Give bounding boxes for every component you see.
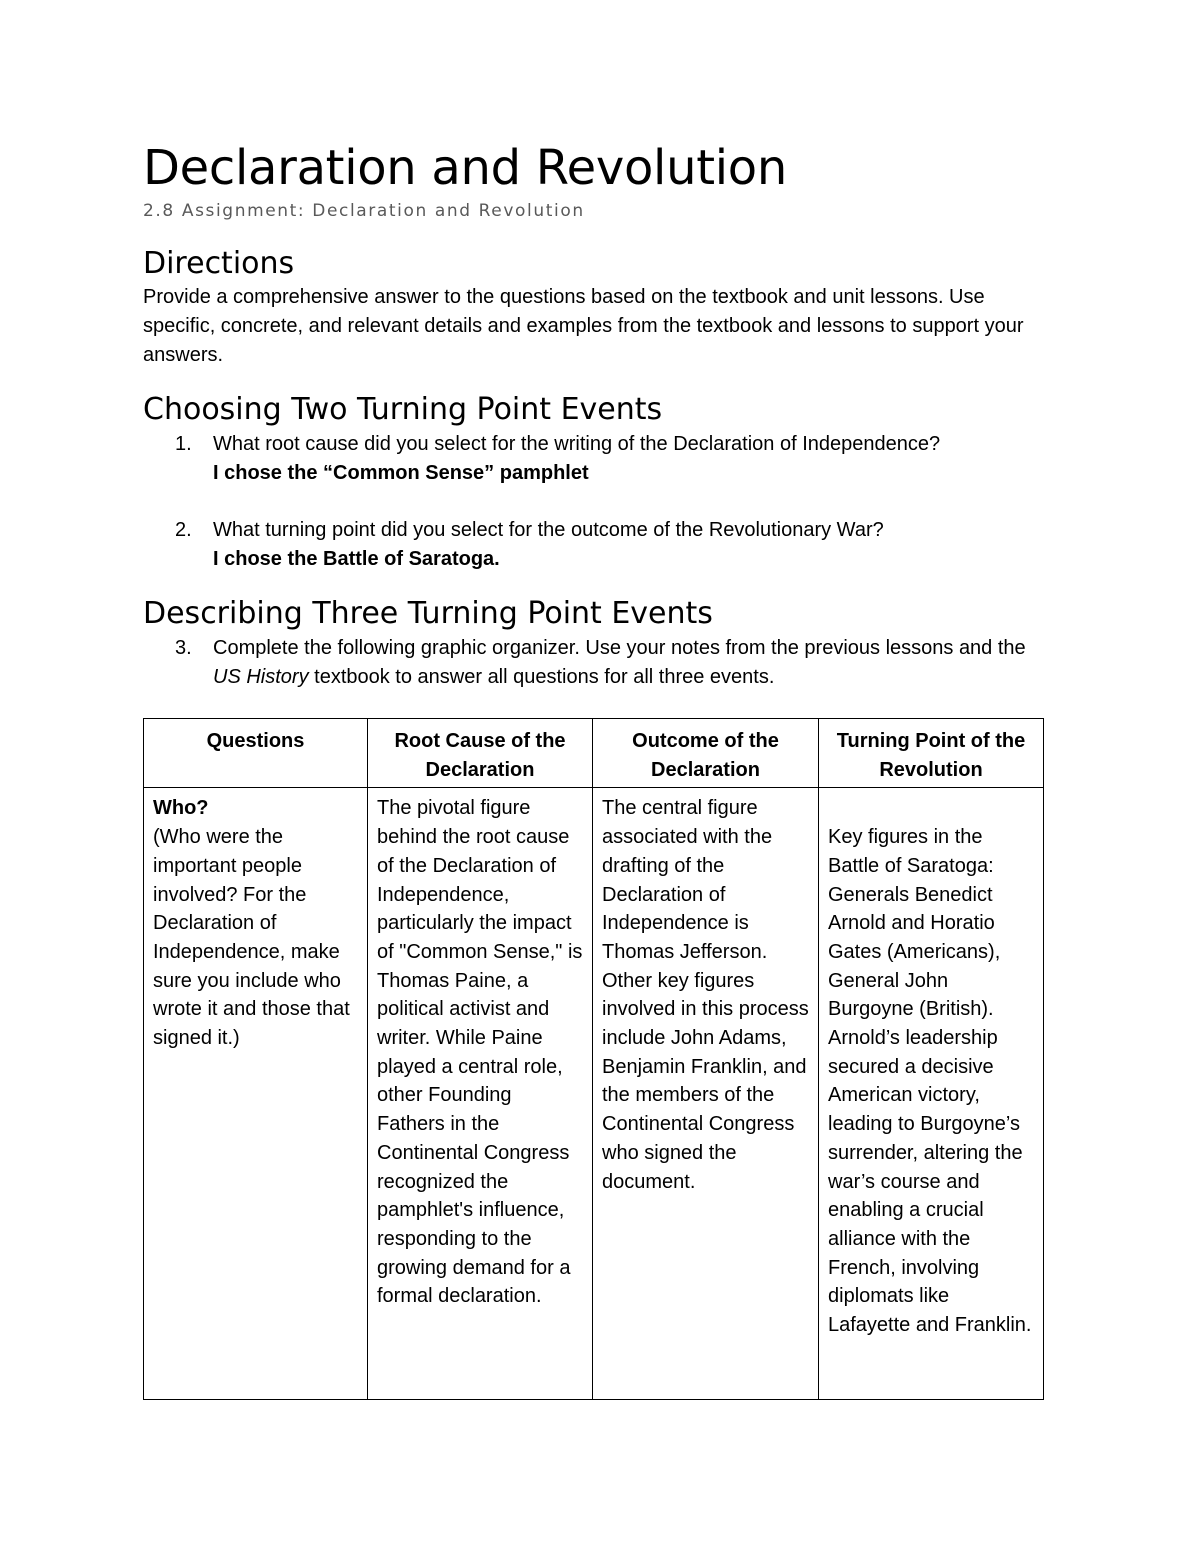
question-3-text-before: Complete the following graphic organizer. Use your notes from the previous lessons and the xyxy=(213,637,1026,659)
question-label: Who? xyxy=(153,797,209,820)
question-2-answer: I chose the Battle of Saratoga. xyxy=(213,548,500,570)
document-subtitle: 2.8 Assignment: Declaration and Revolution xyxy=(143,201,585,221)
question-3 xyxy=(175,634,1055,692)
question-1 xyxy=(175,430,1055,488)
turning-point-text: Key figures in the Battle of Saratoga: Generals Benedict Arnold and Horatio Gates (Americans), General John Burgoyne (British). Arnold’s leadership secured a decisive American victory, leading to Burgoyne’s surrender, altering the war’s course and enabling a crucial alliance with the French, involving diplomats like Lafayette and Franklin. xyxy=(828,826,1032,1337)
cell-question-who xyxy=(144,788,368,1400)
table-row xyxy=(144,788,1044,1400)
question-3-text xyxy=(213,634,1055,692)
question-3-number: 3. xyxy=(175,637,192,659)
question-1-answer: I chose the “Common Sense” pamphlet xyxy=(213,462,589,484)
header-root-cause: Root Cause of the Declaration xyxy=(368,719,593,788)
directions-heading: Directions xyxy=(143,246,295,281)
question-2-text: What turning point did you select for the outcome of the Revolutionary War? xyxy=(213,519,884,541)
question-2-number: 2. xyxy=(175,519,192,541)
question-1-number: 1. xyxy=(175,433,192,455)
blank-line xyxy=(828,794,1035,823)
graphic-organizer-table xyxy=(143,718,1044,1400)
header-questions: Questions xyxy=(144,719,368,788)
section-two-heading: Choosing Two Turning Point Events xyxy=(143,392,663,427)
header-turning-point: Turning Point of the Revolution xyxy=(819,719,1044,788)
cell-turning-point[interactable] xyxy=(819,788,1044,1400)
organizer-header-row xyxy=(144,719,1044,788)
question-2 xyxy=(175,516,1055,574)
cell-outcome[interactable]: The central figure associated with the drafting of the Declaration of Independence is Thomas Jefferson. Other key figures involved in this process include John Adams, Benjamin Franklin, and the members of the Continental Congress who signed the document. xyxy=(593,788,819,1400)
header-outcome: Outcome of the Declaration xyxy=(593,719,819,788)
question-1-text: What root cause did you select for the writing of the Declaration of Independence? xyxy=(213,433,941,455)
question-3-text-after: textbook to answer all questions for all three events. xyxy=(308,666,775,688)
cell-root-cause[interactable]: The pivotal figure behind the root cause of the Declaration of Independence, particularly the impact of "Common Sense," is Thomas Paine, a political activist and writer. While Paine played a central role, other Founding Fathers in the Continental Congress recognized the pamphlet's influence, responding to the growing demand for a formal declaration. xyxy=(368,788,593,1400)
question-3-textbook-title: US History xyxy=(213,666,309,688)
directions-text: Provide a comprehensive answer to the questions based on the textbook and unit lessons. Use specific, concrete, and relevant details and examples from the textbook and lessons to support your answers. xyxy=(143,286,1024,366)
document-title: Declaration and Revolution xyxy=(143,140,787,196)
section-three-heading: Describing Three Turning Point Events xyxy=(143,596,713,631)
question-detail: (Who were the important people involved? For the Declaration of Independence, make sure you include who wrote it and those that signed it.) xyxy=(153,826,350,1050)
